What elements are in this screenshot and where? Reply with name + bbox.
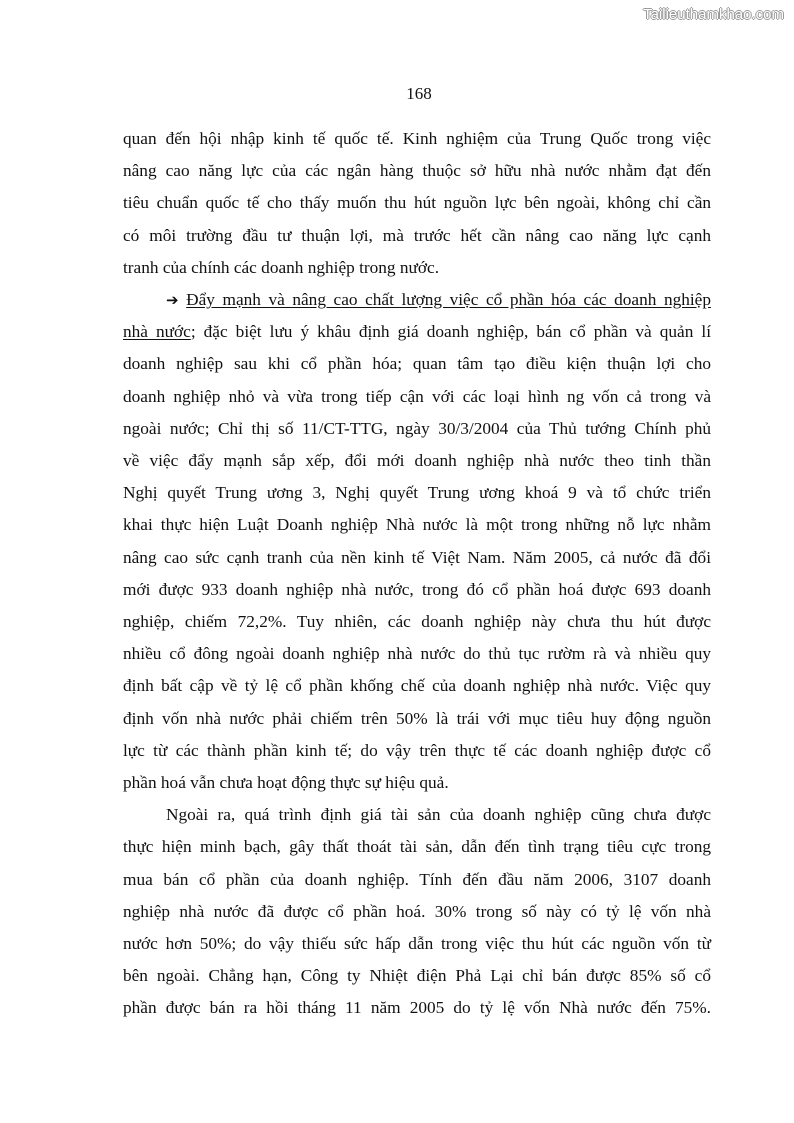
paragraph-1 <box>123 123 711 284</box>
text-line: định bất cập về tỷ lệ cổ phần khống chế của doanh nghiệp nhà nước. Việc quy <box>123 676 711 696</box>
text-line: doanh nghiệp sau khi cổ phần hóa; quan tâm tạo điều kiện thuận lợi cho <box>123 354 711 374</box>
paragraph-2 <box>123 284 711 799</box>
text-line: mới được 933 doanh nghiệp nhà nước, trong đó cổ phần hoá được 693 doanh <box>123 579 711 599</box>
text-line: phần được bán ra hồi tháng 11 năm 2005 do tỷ lệ vốn Nhà nước đến 75%. <box>123 998 711 1018</box>
section-heading-cont: nhà nước <box>123 322 191 342</box>
text-line: khai thực hiện Luật Doanh nghiệp Nhà nước là một trong những nỗ lực nhằm <box>123 515 711 535</box>
watermark: Tailieuthamkhao.com <box>643 6 784 23</box>
text-line: lực từ các thành phần kinh tế; do vậy trên thực tế các doanh nghiệp được cổ <box>123 740 711 760</box>
text-line <box>123 316 711 348</box>
text-line: thực hiện minh bạch, gây thất thoát tài sản, dẫn đến tình trạng tiêu cực trong <box>123 837 711 857</box>
text-line: bên ngoài. Chẳng hạn, Công ty Nhiệt điện Phả Lại chỉ bán được 85% số cổ <box>123 966 711 986</box>
text-line: nghiệp, chiếm 72,2%. Tuy nhiên, các doanh nghiệp này chưa thu hút được <box>123 612 711 632</box>
text-line: Nghị quyết Trung ương 3, Nghị quyết Trung ương khoá 9 và tổ chức triển <box>123 483 711 503</box>
text-line: nâng cao sức cạnh tranh của nền kinh tế Việt Nam. Năm 2005, cả nước đã đổi <box>123 547 711 567</box>
text-line: nâng cao năng lực của các ngân hàng thuộc sở hữu nhà nước nhằm đạt đến <box>123 161 711 181</box>
text-line: tiêu chuẩn quốc tế cho thấy muốn thu hút nguồn lực bên ngoài, không chỉ cần <box>123 193 711 213</box>
document-body <box>123 123 711 1025</box>
text-line: nước hơn 50%; do vậy thiếu sức hấp dẫn trong việc thu hút các nguồn vốn từ <box>123 934 711 954</box>
text-line: nhiều cổ đông ngoài doanh nghiệp nhà nước do thủ tục rườm rà và nhiều quy <box>123 644 711 664</box>
arrow-icon: ➔ <box>166 291 179 310</box>
text-line: doanh nghiệp nhỏ và vừa trong tiếp cận với các loại hình ng vốn cả trong và <box>123 386 711 406</box>
text-line: quan đến hội nhập kinh tế quốc tế. Kinh nghiệm của Trung Quốc trong việc <box>123 129 711 148</box>
paragraph-3 <box>123 799 711 1024</box>
text-line: ngoài nước; Chỉ thị số 11/CT-TTG, ngày 30/3/2004 của Thủ tướng Chính phủ <box>123 418 711 438</box>
section-heading: Đẩy mạnh và nâng cao chất lượng việc cổ phần hóa các doanh nghiệp <box>186 290 711 310</box>
text-line: phần hoá vẫn chưa hoạt động thực sự hiệu quả. <box>123 773 449 793</box>
text-line: định vốn nhà nước phải chiếm trên 50% là trái với mục tiêu huy động nguồn <box>123 708 711 728</box>
text-line <box>123 284 711 316</box>
text-line: về việc đẩy mạnh sắp xếp, đổi mới doanh nghiệp nhà nước theo tinh thần <box>123 451 711 471</box>
text-line: nghiệp nhà nước đã được cổ phần hoá. 30% trong số này có tỷ lệ vốn nhà <box>123 901 711 921</box>
text-line: có môi trường đầu tư thuận lợi, mà trước hết cần nâng cao năng lực cạnh <box>123 225 711 245</box>
text-line: Ngoài ra, quá trình định giá tài sản của doanh nghiệp cũng chưa được <box>166 805 711 825</box>
text-line: mua bán cổ phần của doanh nghiệp. Tính đến đầu năm 2006, 3107 doanh <box>123 869 711 889</box>
text-line: tranh của chính các doanh nghiệp trong nước. <box>123 257 440 277</box>
page-number: 168 <box>406 84 432 103</box>
line-text: ; đặc biệt lưu ý khâu định giá doanh nghiệp, bán cổ phần và quản lí <box>190 322 711 342</box>
